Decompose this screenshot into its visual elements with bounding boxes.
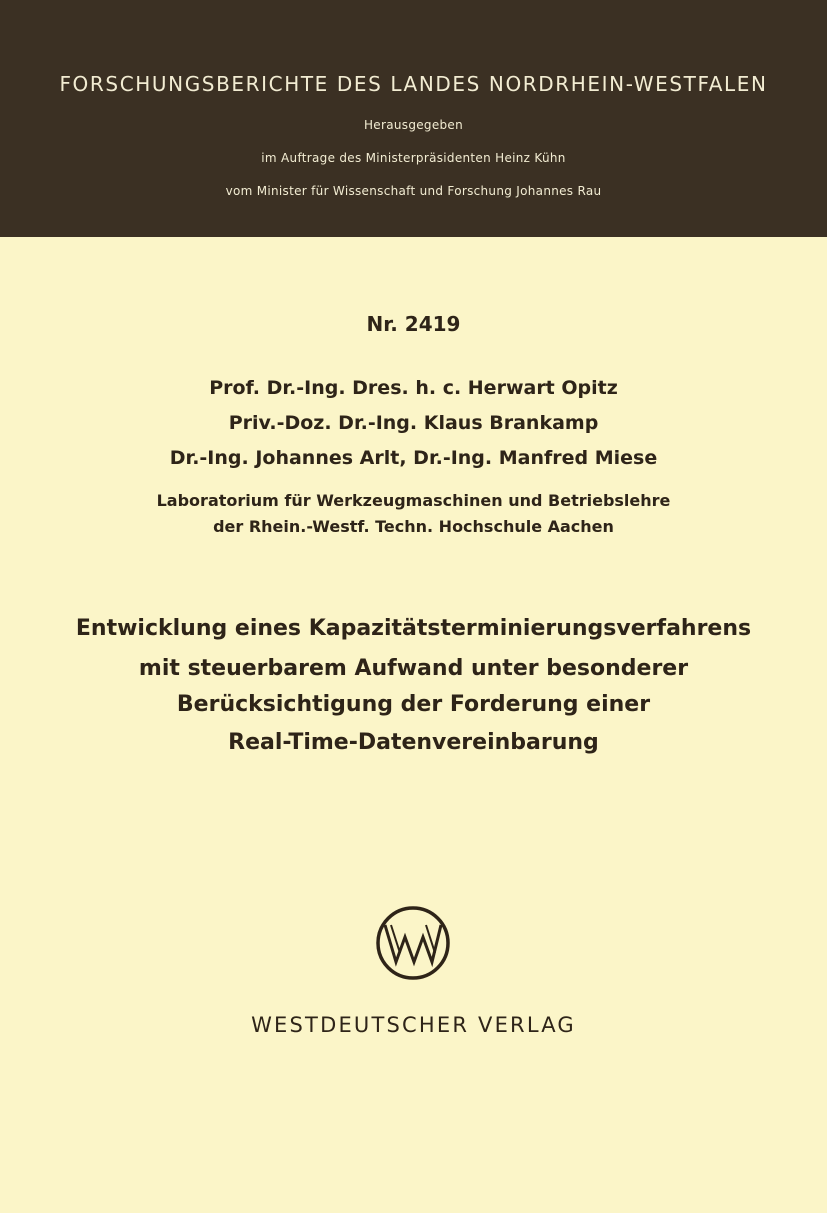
author-line-3: Dr.-Ing. Johannes Arlt, Dr.-Ing. Manfred Miese: [169, 447, 658, 469]
institution-line-2: der Rhein.-Westf. Techn. Hochschule Aachen: [213, 517, 614, 536]
editor-line-1: Herausgegeben: [363, 118, 464, 132]
author-line-2: Priv.-Doz. Dr.-Ing. Klaus Brankamp: [228, 412, 599, 434]
series-title: FORSCHUNGSBERICHTE DES LANDES NORDRHEIN-WESTFALEN: [59, 72, 768, 96]
institution-line-1: Laboratorium für Werkzeugmaschinen und Betriebslehre: [156, 491, 671, 510]
title-line-4: Real-Time-Datenvereinbarung: [228, 730, 599, 755]
title-line-2: mit steuerbarem Aufwand unter besonderer: [138, 656, 689, 681]
publisher-name: WESTDEUTSCHER VERLAG: [251, 1013, 576, 1037]
ww-circle-logo-icon: [375, 905, 451, 981]
title-line-1: Entwicklung eines Kapazitätsterminierungsverfahrens: [75, 616, 752, 641]
editor-line-2: im Auftrage des Ministerpräsidenten Heinz Kühn: [261, 151, 566, 165]
report-number: Nr. 2419: [366, 312, 461, 336]
title-line-3: Berücksichtigung der Forderung einer: [176, 692, 651, 717]
author-line-1: Prof. Dr.-Ing. Dres. h. c. Herwart Opitz: [209, 377, 618, 399]
series-header-band: [0, 0, 827, 237]
editor-line-3: vom Minister für Wissenschaft und Forschung Johannes Rau: [225, 184, 602, 198]
